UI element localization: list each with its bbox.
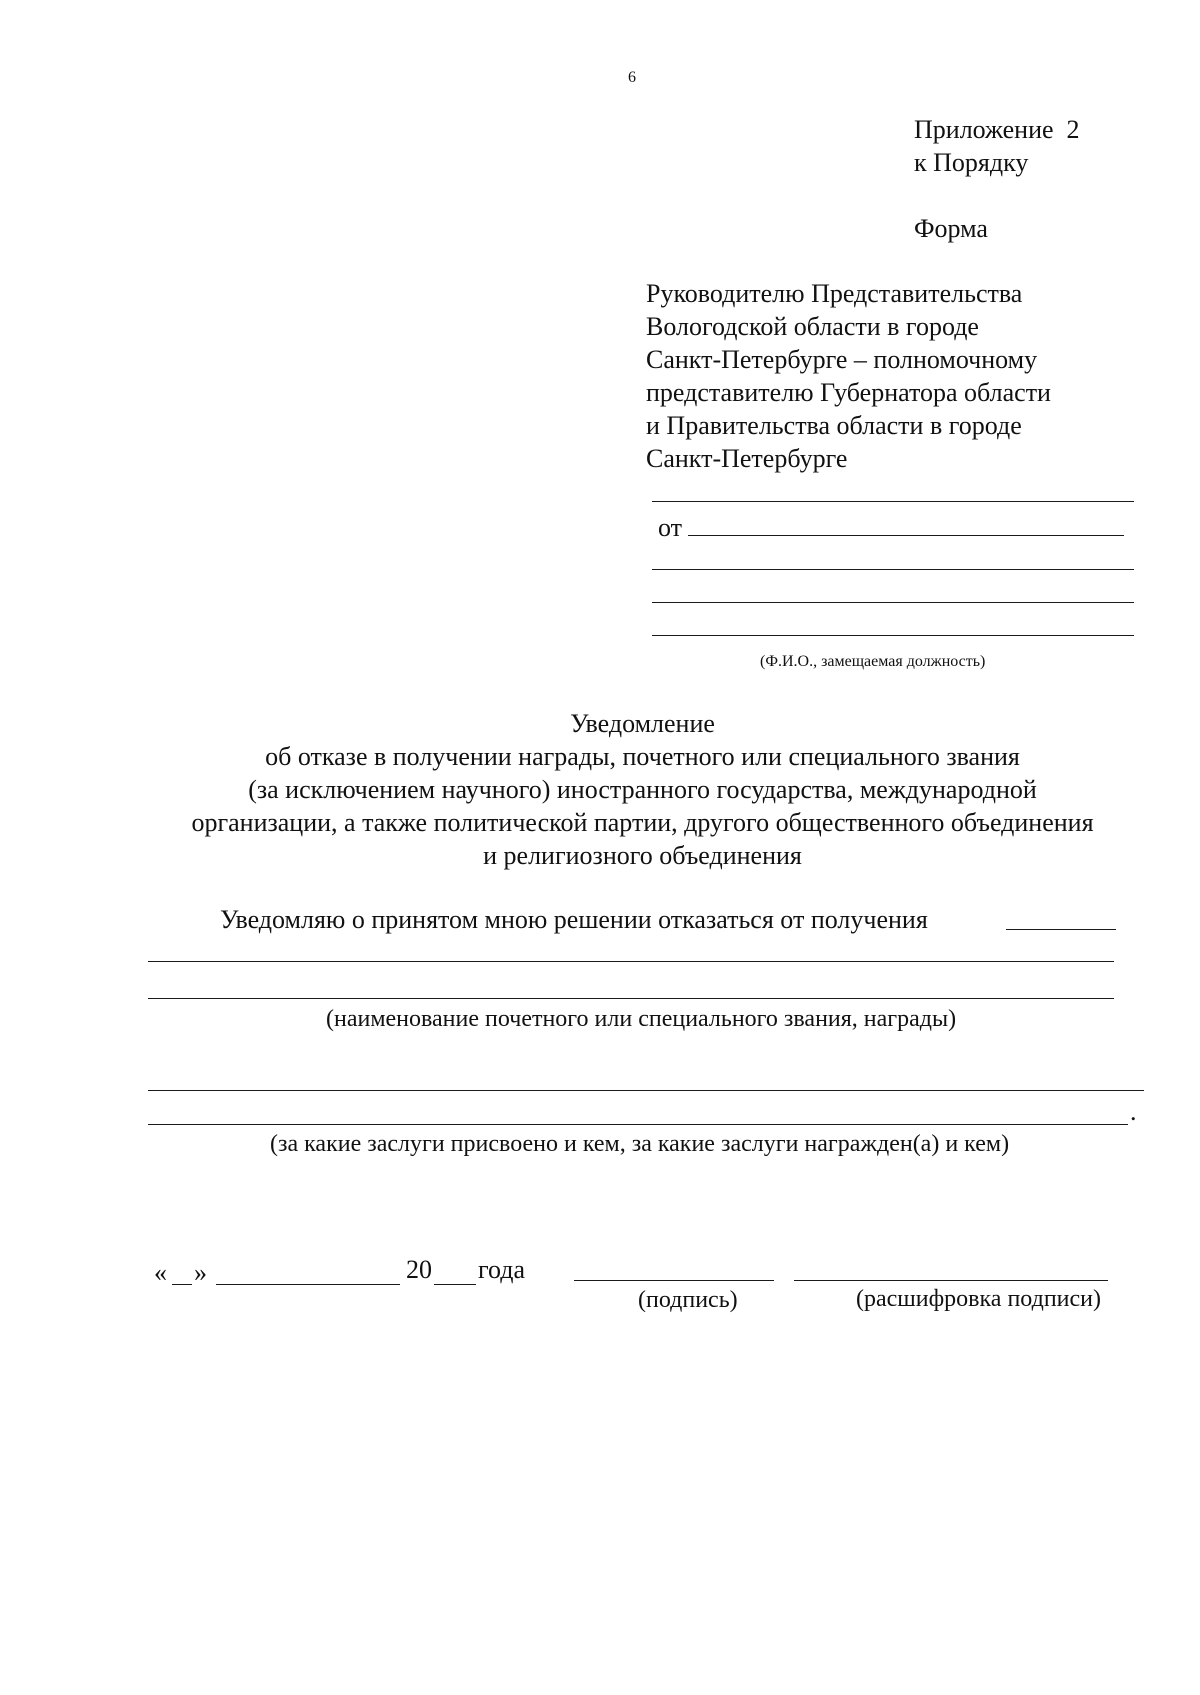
date-month-line[interactable] [216,1284,400,1285]
addressee-line: представителю Губернатора области [646,378,1051,407]
signature-line[interactable] [574,1280,774,1281]
merit-caption: (за какие заслуги присвоено и кем, за какие заслуги награжден(а) и кем) [270,1131,1010,1157]
sender-caption: (Ф.И.О., замещаемая должность) [760,653,986,670]
merit-line[interactable] [148,1090,1144,1091]
form-label: Форма [914,214,988,243]
signature-caption: (подпись) [638,1287,738,1313]
notice-heading: Уведомление [570,709,715,738]
from-label: от [658,513,683,542]
sender-name-line[interactable] [688,535,1124,536]
sender-blank-line[interactable] [652,569,1134,570]
date-year-line[interactable] [434,1284,476,1285]
addressee-line: Санкт-Петербурге [646,444,848,473]
notice-subtitle-line: организации, а также политической партии, другого общественного объединения [191,808,1094,837]
addressee-line: Вологодской области в городе [646,312,979,341]
award-name-line[interactable] [148,998,1114,999]
award-name-line[interactable] [1006,929,1116,930]
notice-subtitle-line: об отказе в получении награды, почетного или специального звания [265,742,1020,771]
date-year-prefix: 20 [406,1255,432,1284]
award-name-line[interactable] [148,961,1114,962]
date-quote-close: » [194,1258,207,1287]
date-day-line[interactable] [172,1284,192,1285]
award-caption: (наименование почетного или специального звания, награды) [326,1006,957,1032]
sender-blank-line[interactable] [652,635,1134,636]
sender-blank-line[interactable] [652,602,1134,603]
statement-text: Уведомляю о принятом мною решении отказаться от получения [220,905,928,934]
signature-decoding-caption: (расшифровка подписи) [856,1286,1101,1312]
notice-subtitle-line: и религиозного объединения [483,841,802,870]
addressee-line: Руководителю Представительства [646,279,1023,308]
signature-decoding-line[interactable] [794,1280,1108,1281]
sender-blank-line[interactable] [652,501,1134,502]
merit-period: . [1130,1097,1137,1126]
date-year-suffix: года [478,1255,526,1284]
page-number: 6 [628,69,636,86]
appendix-reference: к Порядку [914,148,1029,177]
merit-line[interactable] [148,1124,1128,1125]
notice-subtitle-line: (за исключением научного) иностранного государства, международной [248,775,1037,804]
date-quote-open: « [154,1258,167,1287]
addressee-line: и Правительства области в городе [646,411,1022,440]
addressee-line: Санкт-Петербурге – полномочному [646,345,1038,374]
appendix-label: Приложение 2 [914,115,1080,144]
